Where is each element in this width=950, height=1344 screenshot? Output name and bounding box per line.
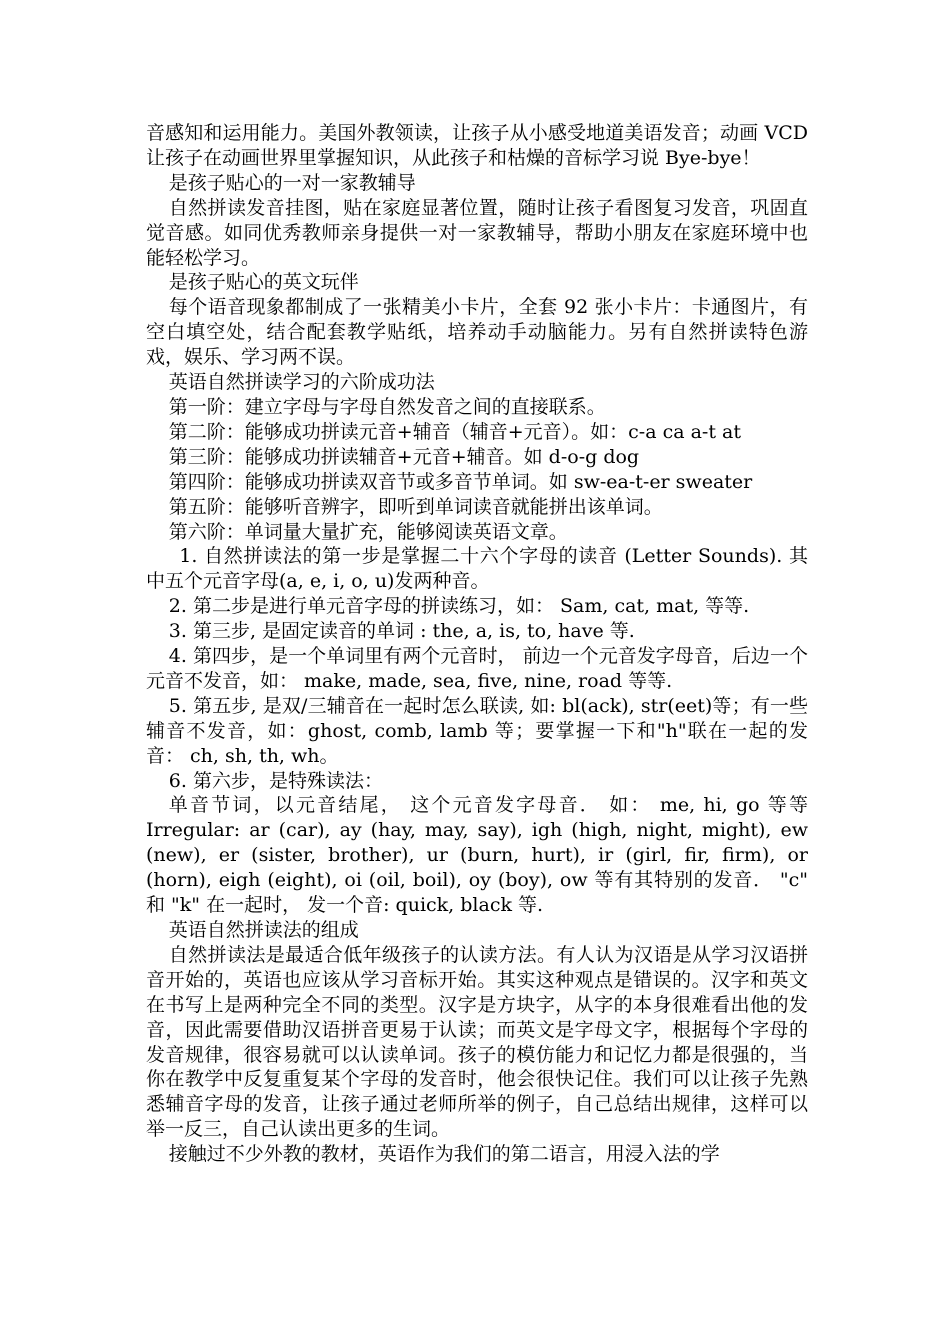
heading-six-steps: 英语自然拼读学习的六阶成功法: [168, 371, 435, 394]
step-3: 第三阶：能够成功拼读辅音+元音+辅音。如 d-o-g dog: [168, 445, 640, 468]
step-1: 第一阶：建立字母与字母自然发音之间的直接联系。: [168, 395, 606, 418]
list-item-5: 5. 第五步, 是双/三辅音在一起时怎么联读, 如: bl(ack), str(eet)等；有一些辅音不发音，如：ghost, comb, lamb 等；要掌握一下和"h"联在一起的发音： ch, sh, th, wh。: [146, 694, 808, 767]
paragraph-composition: 自然拼读法是最适合低年级孩子的认读方法。有人认为汉语是从学习汉语拼音开始的，英语也应该从学习音标开始。其实这种观点是错误的。汉字和英文在书写上是两种完全不同的类型。汉字是方块字，从字的本身很难看出他的发音，因此需要借助汉语拼音更易于认读；而英文是字母文字，根据每个字母的发音规律，很容易就可以认读单词。孩子的模仿能力和记忆力都是很强的，当你在教学中反复重复某个字母的发音时，他会很快记住。我们可以让孩子先熟悉辅音字母的发音，让孩子通过老师所举的例子，自己总结出规律，这样可以举一反三，自己认读出更多的生词。: [146, 943, 808, 1141]
list-item-2: 2. 第二步是进行单元音字母的拼读练习，如： Sam, cat, mat, 等等.: [168, 595, 750, 618]
paragraph-intro-continued: 音感知和运用能力。美国外教领读，让孩子从小感受地道美语发音；动画 VCD 让孩子在动画世界里掌握知识，从此孩子和枯燥的音标学习说 Bye-bye！: [146, 122, 808, 169]
paragraph-cards: 每个语音现象都制成了一张精美小卡片，全套 92 张小卡片：卡通图片，有空白填空处，结合配套教学贴纸，培养动手动脑能力。另有自然拼读特色游戏，娱乐、学习两不误。: [146, 296, 808, 369]
paragraph-foreign-teachers: 接触过不少外教的教材，英语作为我们的第二语言，用浸入法的学: [168, 1143, 720, 1166]
document-body: [146, 121, 808, 1167]
step-4: 第四阶：能够成功拼读双音节或多音节单词。如 sw-ea-t-er sweater: [168, 470, 753, 493]
step-6: 第六阶：单词量大量扩充，能够阅读英语文章。: [168, 520, 568, 543]
step-5: 第五阶：能够听音辨字，即听到单词读音就能拼出该单词。: [168, 495, 663, 518]
step-2: 第二阶：能够成功拼读元音+辅音（辅音+元音）。如：c-a ca a-t at: [168, 420, 741, 443]
list-item-3: 3. 第三步, 是固定读音的单词 : the, a, is, to, have 等.: [168, 620, 635, 643]
list-item-6: 6. 第六步，是特殊读法：: [168, 769, 383, 792]
list-item-1: 1. 自然拼读法的第一步是掌握二十六个字母的读音 (Letter Sounds). 其中五个元音字母(a, e, i, o, u)发两种音。: [146, 545, 808, 593]
paragraph-wall-chart: 自然拼读发音挂图，贴在家庭显著位置，随时让孩子看图复习发音，巩固直觉音感。如同优秀教师亲身提供一对一家教辅导，帮助小朋友在家庭环境中也能轻松学习。: [146, 196, 808, 269]
heading-companion: 是孩子贴心的英文玩伴: [168, 271, 359, 294]
heading-composition: 英语自然拼读法的组成: [168, 919, 359, 941]
list-item-4: 4. 第四步，是一个单词里有两个元音时， 前边一个元音发字母音，后边一个元音不发音，如： make, made, sea, five, nine, road 等等.: [146, 645, 808, 692]
heading-tutoring: 是孩子贴心的一对一家教辅导: [168, 171, 416, 194]
paragraph-special-rules: 单音节词，以元音结尾， 这个元音发字母音． 如： me, hi, go 等等 Irregular: ar (car), ay (hay, may, say), igh (high, night, might), ew (new), er (sister, brother), ur (burn, hurt), ir (girl, fir, firm), or (horn), eigh (eight), oi (oil, boil), oy (boy), ow 等有其特别的发音． "c" 和 "k" 在一起时， 发一个音: quick, black 等.: [146, 794, 808, 917]
